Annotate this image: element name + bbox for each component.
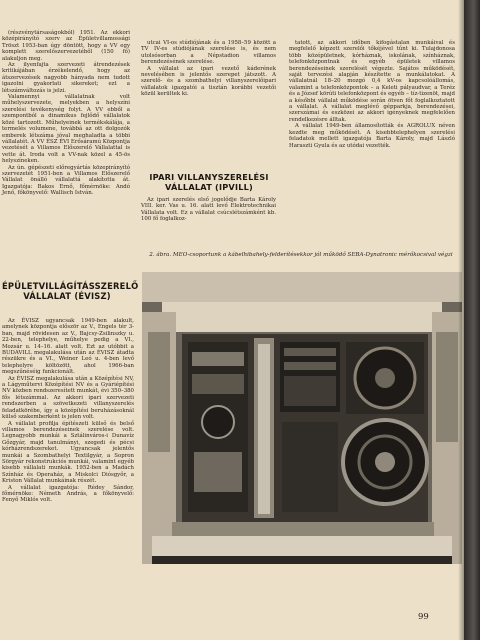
- paragraph: A vállalat profilja építészeti külső és belső villamos berendezéseinek szerelése volt. Legnagyobb munkái a Sztálinváros-i Dunavíz Gőzgyár, majd tanulmányi, szegedi és pécsi kórházrendszereket. Ugyancsak jelentős munkái a Szombathelyi Textilgyár, a Sopron Sörgyár rekonstrukciós munkái, valamint egyéb kisebb vállalati munkák. 1952-ben a Madách Színház és Operaház, a Miskolci Diósgyőr, a Kriston Vállalat munkáinak részét.: [2, 420, 134, 485]
- column-2-top: [141, 40, 276, 98]
- paragraph: Az ún. gépészeti előregyártás közepirányító szervezetét 1951-ben a Villamos Előszerelő Vállalat önálló vállalattá alakította át. Igazgatója: Bakos Ernő, főmérnöke: Andó Jenő, főkönyvelő: Wallisch István.: [2, 164, 130, 197]
- paragraph: A vállalat igazgatója: Rédey Sándor, főmérnöke: Németh András, a főkönyvelő: Fenyő Miklós volt.: [2, 484, 134, 504]
- van-interior-photo: [142, 272, 462, 564]
- section-heading-ipvill: IPARI VILLANYSZERELÉSI VÁLLALAT (IPVILL): [149, 172, 269, 192]
- column-2-lower: [141, 197, 276, 223]
- paragraph: (részvénytársaságokból) 1951. Az ekkori középirányító szerv az Épületvillamossági Tröszt 1953-ban úgy döntött, hogy a VV egy komplett szerelőszervezetéből (150 fő) alakuljon meg.: [2, 30, 130, 62]
- column-3: [289, 40, 455, 149]
- paragraph: Az ipari szerelés első jogelődje Barta Károly VIII. ker. Vas u. 16. alatt levő Elektrotechnikai Vállalata volt. Ez a vállalat csúcslétszámként kb. 100 fő foglalkoz-: [141, 197, 276, 223]
- paragraph: Az ilyenfajta szervezeti átrendezések kritikájában érzékelendő, hogy az átszervezések nagyobb hányada nem tudott igazolni gyakorlati sikereket; ezt a létszámváltozás is jelzi.: [2, 62, 130, 94]
- column-1-bottom: [2, 318, 134, 504]
- paragraph: Valamennyi vállalatnak volt műhelyszervezete, melyekben a helyszíni szerelési tevékenység folyt. A VV ebből a szempontból a dinamikus fejlődő vállalatok közé tartozott. Műhelyeinek termékskálája, a termelés volumene, továbbá az ott dolgozók emberek létszáma jóval meghaladta a többi vállalatét. A VV ÉSZ ÉVI Erősáramú Központja vezetését a Villamos Előszerelő Vállalattal is vette át. Iroda volt a VV-nak közel a 45-ös helyszíneken.: [2, 94, 130, 165]
- paragraph: A vállalat az ipari vezető káderének nevelésében is jelentős szerepet játszott. A szerelő- és a szombathelyi villanyszerelőipari vállalatok igazgatói a tisztán korábbi vezetői közül kerültek ki.: [141, 65, 276, 98]
- column-1-top: [2, 30, 130, 197]
- book-spine: [464, 0, 480, 640]
- section-heading-evisz: ÉPÜLETVILLÁGÍTÁSSZERELŐ VÁLLALAT (ÉVISZ): [2, 281, 139, 301]
- paragraph: Az ÉVISZ ugyancsak 1949-ben alakult, amelynek központja először az V., Engels tér 3-ban, majd rövidesen az V., Bajcsy-Zsilinszky u. 22-ben, telephelye, műhelye pedig a VI., Mozsár u. 14–16. alatt volt. Ezt az utóbbit a BUDAVILL megalakulása után az ÉVISZ átadta részükre és a VI., Weiner Leó u. 4-ben levő telephelyre költözött, ahol 1966-ban megszűnéséig funkcionált.: [2, 318, 134, 376]
- page-number: 99: [418, 612, 429, 622]
- paragraph: tatott, az akkori időben kifogástalan munkáival és megfelelő képzett szerelői tőkéjével tűnt ki. Tulajdonosa több középületnek, kórháznak, iskolának, színháznak, telefonközpontnak és egyéb épületek villamos berendezéseinek szerelését végezte. Sajátos működését, saját tervezési alapján készítette a munkálatokat. A vállalatnál 18–20 mozgó 0,4 kV-os kapcsolóállomás, valamint a telefonközpontok – a Keleti pályaudvar, a Teréz és a József körúti telefonközpont és egyéb – tíz-tizenöt, majd a későbbi vállalat működése során ötven főt foglalkoztatott a vállalat. A vállalat meglévő gépparkja, berendezései, szerszámai és eszközei az akkori igényeknek megfelelően rendelkezésre álltak.: [289, 40, 455, 123]
- paragraph: utcai VI-os stúdiójának és a 1958–59 között a TV IV-es stúdiójának szerelése is, és nem utolsósorban a Népstadion villamos berendezésének szerelése.: [141, 40, 276, 66]
- paragraph: Az ÉVISZ megalakulása után a Középítési NV, a Lágyműtervi Középítési NV és a Gyáriépítési NV közben rendszeresített munkát, évi 350–380 fős létszámmal. Az akkori ipari szervezeti rendszerben a szövetkezeti villanyszerelés feladatkörébe, így a középítési beruházásoknál külső szakemberként is jelen volt.: [2, 375, 134, 421]
- figure-caption: 2. ábra. MEO-csoportunk a kábelhibahely-felderítésekkor jól működő SEBA-Dynatronic mérőkocsival végzi: [149, 252, 453, 258]
- paragraph: A vállalat 1949-ben államosították és AGROLUX néven kezdte meg működését. A kisebbtelephelyen szerelési feladatok mellett igazgatója Barta Károly, majd László Haraszti Gyula és az utódai vezették.: [289, 123, 455, 149]
